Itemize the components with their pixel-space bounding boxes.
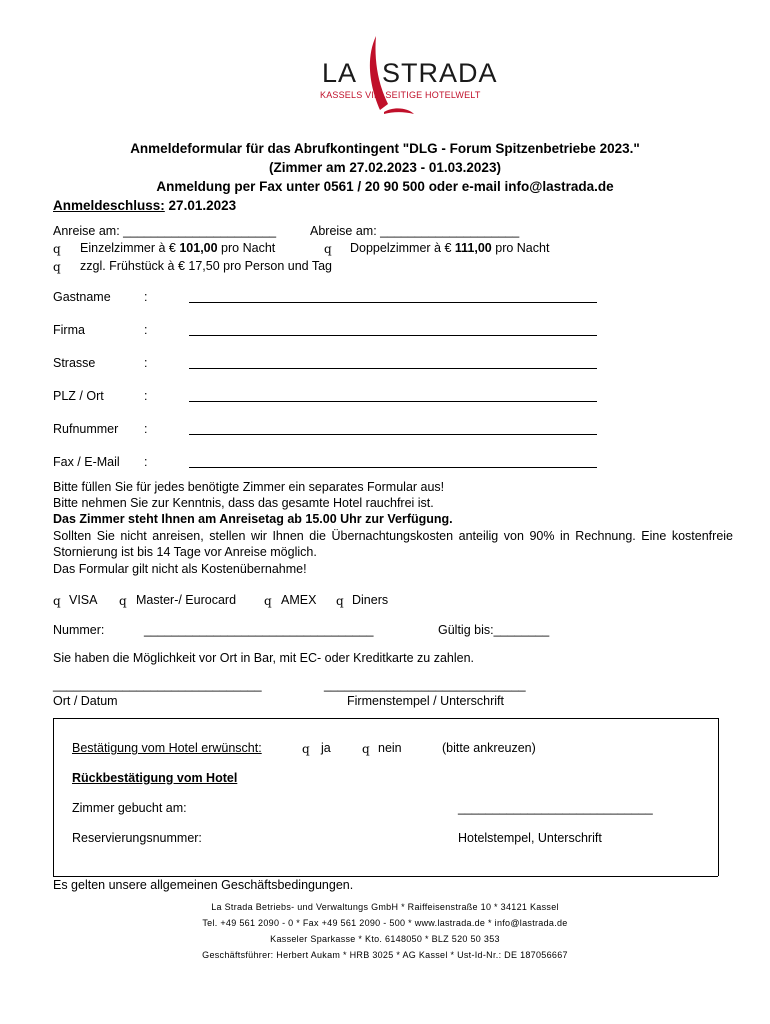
booked-date-label: Zimmer gebucht am: [72, 801, 187, 815]
footer-contact: Tel. +49 561 2090 - 0 * Fax +49 561 2090 - 500 * www.lastrada.de * info@lastrada.de [202, 918, 568, 928]
field-colon: : [144, 323, 148, 337]
field-label-rufnummer: Rufnummer [53, 422, 119, 436]
single-room-checkbox[interactable]: q [53, 242, 61, 256]
reservation-number-label: Reservierungsnummer: [72, 831, 202, 845]
stamp-signature-label: Firmenstempel / Unterschrift [347, 694, 504, 708]
diners-label: Diners [352, 593, 389, 607]
deadline [53, 198, 236, 213]
field-label-firma: Firma [53, 323, 85, 337]
arrival-field[interactable]: Anreise am: ______________________ [53, 224, 277, 238]
box-bottom-border [53, 876, 718, 877]
confirm-yes-label: ja [321, 741, 331, 755]
confirm-no-checkbox[interactable]: q [362, 742, 370, 756]
box-left-border [53, 718, 54, 876]
deadline-value: 27.01.2023 [164, 198, 237, 213]
field-label-plz-ort: PLZ / Ort [53, 389, 104, 403]
payment-info: Sie haben die Möglichkeit vor Ort in Bar, mit EC- oder Kreditkarte zu zahlen. [53, 651, 475, 665]
gastname-input[interactable] [189, 302, 597, 303]
diners-checkbox[interactable]: q [336, 594, 344, 608]
confirm-no-label: nein [378, 741, 402, 755]
amex-checkbox[interactable]: q [264, 594, 272, 608]
box-top-border [53, 718, 718, 719]
hotel-stamp-label: Hotelstempel, Unterschrift [458, 831, 602, 845]
visa-label: VISA [69, 593, 98, 607]
strasse-input[interactable] [189, 368, 597, 369]
master-label: Master-/ Eurocard [136, 593, 237, 607]
terms-note: Es gelten unsere allgemeinen Geschäftsbedingungen. [53, 878, 354, 892]
header-title-line2: (Zimmer am 27.02.2023 - 01.03.2023) [269, 160, 501, 175]
field-label-gastname: Gastname [53, 290, 111, 304]
card-valid-field[interactable]: Gültig bis:________ [438, 623, 550, 637]
note-checkin-time: Das Zimmer steht Ihnen am Anreisetag ab 15.00 Uhr zur Verfügung. [53, 512, 453, 526]
booked-date-field[interactable]: ____________________________ [458, 801, 653, 815]
field-colon: : [144, 290, 148, 304]
place-date-line[interactable]: ______________________________ [53, 678, 262, 692]
card-number-label: Nummer: [53, 623, 105, 637]
note-cancellation: Sollten Sie nicht anreisen, stellen wir Ihnen die Übernachtungskosten anteilig von 90% in Rechnung. Eine kostenfreie Stornierung ist bis 14 Tage vor Anreise möglich. [53, 529, 733, 559]
amex-label: AMEX [281, 593, 317, 607]
field-label-strasse: Strasse [53, 356, 96, 370]
note-no-cost-acceptance: Das Formular gilt nicht als Kostenübernahme! [53, 562, 307, 576]
fax-email-input[interactable] [189, 467, 597, 468]
field-colon: : [144, 422, 148, 436]
logo-name-right: STRADA [382, 58, 498, 88]
confirm-request-label: Bestätigung vom Hotel erwünscht: [72, 741, 262, 755]
single-room-label: Einzelzimmer à € 101,00 pro Nacht [80, 241, 276, 255]
rufnummer-input[interactable] [189, 434, 597, 435]
box-right-border [718, 718, 719, 876]
header-title-line3: Anmeldung per Fax unter 0561 / 20 90 500 oder e-mail info@lastrada.de [156, 179, 614, 194]
breakfast-checkbox[interactable]: q [53, 260, 61, 274]
field-label-fax-email: Fax / E-Mail [53, 455, 120, 469]
plz-ort-input[interactable] [189, 401, 597, 402]
field-colon: : [144, 455, 148, 469]
logo [314, 32, 498, 114]
logo-name-left: LA [322, 58, 358, 88]
reconfirm-title: Rückbestätigung vom Hotel [72, 771, 238, 785]
field-colon: : [144, 389, 148, 403]
footer-management: Geschäftsführer: Herbert Aukam * HRB 3025 * AG Kassel * Ust-Id-Nr.: DE 187056667 [202, 950, 568, 960]
note-separate-form: Bitte füllen Sie für jedes benötigte Zimmer ein separates Formular aus! [53, 480, 445, 494]
departure-field[interactable]: Abreise am: ____________________ [310, 224, 520, 238]
logo-tagline: KASSELS VIELSEITIGE HOTELWELT [320, 90, 481, 100]
field-colon: : [144, 356, 148, 370]
footer-bank: Kasseler Sparkasse * Kto. 6148050 * BLZ 520 50 353 [270, 934, 500, 944]
master-checkbox[interactable]: q [119, 594, 127, 608]
card-number-field[interactable]: _________________________________ [144, 623, 374, 637]
stamp-signature-line[interactable]: _____________________________ [324, 678, 526, 692]
firma-input[interactable] [189, 335, 597, 336]
footer-address: La Strada Betriebs- und Verwaltungs GmbH * Raiffeisenstraße 10 * 34121 Kassel [211, 902, 559, 912]
confirm-hint: (bitte ankreuzen) [442, 741, 536, 755]
confirm-yes-checkbox[interactable]: q [302, 742, 310, 756]
double-room-label: Doppelzimmer à € 111,00 pro Nacht [350, 241, 550, 255]
deadline-label: Anmeldeschluss: [53, 198, 165, 213]
breakfast-label: zzgl. Frühstück à € 17,50 pro Person und Tag [80, 259, 333, 273]
double-room-checkbox[interactable]: q [324, 242, 332, 256]
visa-checkbox[interactable]: q [53, 594, 61, 608]
note-non-smoking: Bitte nehmen Sie zur Kenntnis, dass das gesamte Hotel rauchfrei ist. [53, 496, 434, 510]
place-date-label: Ort / Datum [53, 694, 118, 708]
header-title-line1: Anmeldeformular für das Abrufkontingent "DLG - Forum Spitzenbetriebe 2023." [130, 141, 640, 156]
